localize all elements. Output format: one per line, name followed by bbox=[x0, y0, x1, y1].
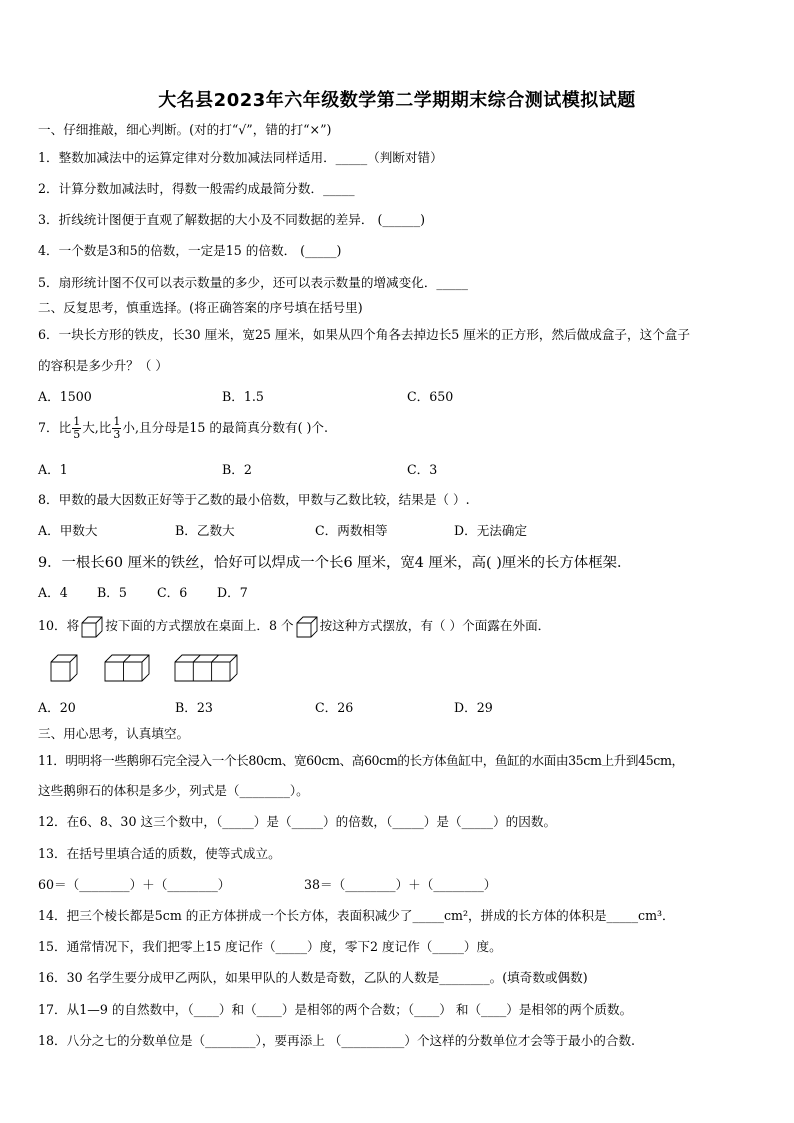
question-16: 16．30 名学生要分成甲乙两队，如果甲队的人数是奇数，乙队的人数是________。(填奇数或偶数) bbox=[38, 970, 588, 985]
question-4: 4．一个数是3和5的倍数，一定是15 的倍数． (_____) bbox=[38, 243, 342, 258]
question-10 bbox=[38, 612, 550, 640]
question-10-option-a: A．20 bbox=[38, 700, 76, 715]
two-cubes-figure bbox=[104, 654, 150, 682]
question-12: 12．在6、8、30 这三个数中，（_____）是（_____）的倍数，（_____）是（_____）的因数。 bbox=[38, 814, 557, 829]
question-5: 5．扇形统计图不仅可以表示数量的多少，还可以表示数量的增减变化．_____ bbox=[38, 275, 468, 290]
section-1-heading: 一、仔细推敲，细心判断。(对的打“√”，错的打“×”) bbox=[38, 122, 332, 137]
question-11-line-2: 这些鹅卵石的体积是多少，列式是（________）。 bbox=[38, 783, 309, 798]
one-cube-figure bbox=[50, 654, 78, 682]
question-11-line-1: 11．明明将一些鹅卵石完全浸入一个长80cm、宽60cm、高60cm的长方体鱼缸中，鱼缸的水面由35cm上升到45cm， bbox=[38, 753, 684, 768]
three-cubes-figure bbox=[174, 654, 238, 682]
question-7-option-c: C．3 bbox=[407, 462, 438, 477]
fraction-one-fifth bbox=[72, 416, 81, 441]
question-8-option-a: A．甲数大 bbox=[38, 523, 98, 538]
question-17: 17．从1—9 的自然数中，（____）和（____）是相邻的两个合数；（____） 和（____）是相邻的两个质数。 bbox=[38, 1002, 633, 1017]
question-7 bbox=[38, 410, 328, 446]
question-10-option-d: D．29 bbox=[454, 700, 493, 715]
question-13-equation-2: 38＝（________）＋（________） bbox=[304, 877, 497, 892]
question-1: 1．整数加减法中的运算定律对分数加减法同样适用．_____（判断对错） bbox=[38, 150, 443, 165]
fraction-1-numerator: 1 bbox=[73, 415, 81, 428]
fraction-1-denominator: 5 bbox=[73, 428, 81, 441]
page-title: 大名县2023年六年级数学第二学期期末综合测试模拟试题 bbox=[158, 90, 636, 111]
question-13-equation-1: 60＝（________）＋（________） bbox=[38, 877, 231, 892]
question-6-line-1: 6．一块长方形的铁皮，长30 厘米，宽25 厘米，如果从四个角各去掉边长5 厘米的正方形，然后做成盒子，这个盒子 bbox=[38, 327, 690, 342]
question-7-middle: 大,比 bbox=[82, 420, 112, 435]
question-3: 3．折线统计图便于直观了解数据的大小及不同数据的差异． (______) bbox=[38, 212, 426, 227]
question-8-option-d: D．无法确定 bbox=[454, 523, 528, 538]
question-13: 13．在括号里填合适的质数，使等式成立。 bbox=[38, 846, 281, 861]
section-2-heading: 二、反复思考，慎重选择。(将正确答案的序号填在括号里) bbox=[38, 300, 363, 315]
question-8-option-c: C．两数相等 bbox=[315, 523, 388, 538]
fraction-2-numerator: 1 bbox=[113, 415, 121, 428]
question-10-option-b: B．23 bbox=[175, 700, 213, 715]
question-10-part-c: 按这种方式摆放，有（ ）个面露在外面． bbox=[319, 618, 551, 633]
section-3-heading: 三、用心思考，认真填空。 bbox=[38, 726, 190, 741]
question-10-part-b: 按下面的方式摆放在桌面上．8 个 bbox=[105, 618, 294, 633]
cube-icon bbox=[295, 615, 319, 639]
question-7-option-b: B．2 bbox=[222, 462, 252, 477]
question-9-option-d: D．7 bbox=[217, 585, 248, 600]
question-9-option-a: A．4 bbox=[38, 585, 68, 600]
question-8: 8．甲数的最大因数正好等于乙数的最小倍数，甲数与乙数比较，结果是（ ）. bbox=[38, 492, 470, 507]
fraction-2-denominator: 3 bbox=[113, 428, 121, 441]
question-7-prefix: 7．比 bbox=[38, 420, 72, 435]
question-2: 2．计算分数加减法时，得数一般需约成最简分数．_____ bbox=[38, 181, 355, 196]
question-9-option-b: B．5 bbox=[97, 585, 127, 600]
question-9: 9．一根长60 厘米的铁丝，恰好可以焊成一个长6 厘米，宽4 厘米，高( )厘米的长方体框架． bbox=[38, 555, 632, 571]
question-6-option-a: A．1500 bbox=[38, 389, 92, 404]
question-10-option-c: C．26 bbox=[315, 700, 354, 715]
question-6-option-c: C．650 bbox=[407, 389, 454, 404]
question-14: 14．把三个棱长都是5cm 的正方体拼成一个长方体，表面积减少了_____cm²，拼成的长方体的体积是_____cm³． bbox=[38, 908, 675, 923]
cube-icon bbox=[80, 615, 104, 639]
question-10-part-a: 10．将 bbox=[38, 618, 80, 633]
question-9-option-c: C．6 bbox=[157, 585, 188, 600]
question-6-option-b: B．1.5 bbox=[222, 389, 264, 404]
question-18: 18．八分之七的分数单位是（________），要再添上 （__________）个这样的分数单位才会等于最小的合数. bbox=[38, 1033, 636, 1048]
question-7-option-a: A．1 bbox=[38, 462, 68, 477]
question-15: 15．通常情况下，我们把零上15 度记作（_____）度，零下2 度记作（_____）度。 bbox=[38, 939, 502, 954]
question-6-line-2: 的容积是多少升？（ ） bbox=[38, 358, 168, 373]
question-8-option-b: B．乙数大 bbox=[175, 523, 235, 538]
fraction-one-third bbox=[112, 416, 121, 441]
question-7-suffix: 小,且分母是15 的最简真分数有( )个. bbox=[122, 420, 328, 435]
